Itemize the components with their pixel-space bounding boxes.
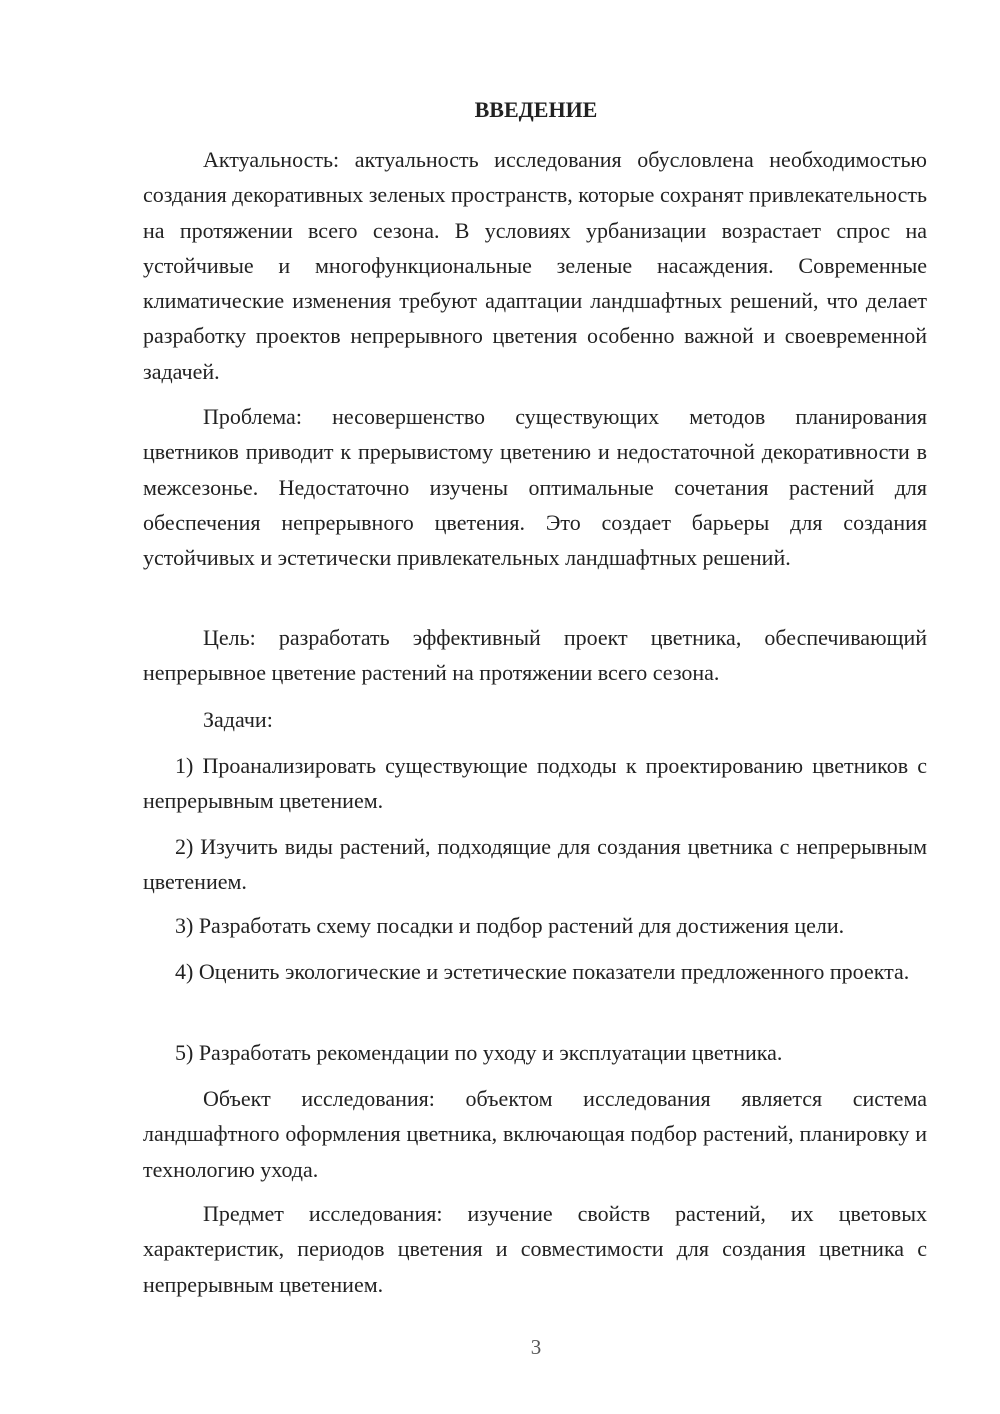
- relevance-paragraph: Актуальность: актуальность исследования обусловлена необходимостью создания декоративных зеленых пространств, которые сохранят привлекательность на протяжении всего сезона. В условиях урбанизации возрастает спрос на устойчивые и многофункциональные зеленые насаждения. Современные климатические изменения требуют адаптации ландшафтных решений, что делает разработку проектов непрерывного цветения особенно важной и своевременной задачей.: [143, 147, 927, 384]
- subject-paragraph: Предмет исследования: изучение свойств растений, их цветовых характеристик, периодов цветения и совместимости для создания цветника с непрерывным цветением.: [143, 1201, 927, 1297]
- page-title: ВВЕДЕНИЕ: [474, 97, 598, 122]
- task-item: 4) Оценить экологические и эстетические показатели предложенного проекта.: [175, 959, 910, 984]
- task-item: 3) Разработать схему посадки и подбор растений для достижения цели.: [175, 913, 845, 938]
- problem-paragraph: Проблема: несовершенство существующих методов планирования цветников приводит к прерывистому цветению и недостаточной декоративности в межсезонье. Недостаточно изучены оптимальные сочетания растений для обеспечения непрерывного цветения. Это создает барьеры для создания устойчивых и эстетически привлекательных ландшафтных решений.: [143, 404, 927, 571]
- object-paragraph: Объект исследования: объектом исследования является система ландшафтного оформления цветника, включающая подбор растений, планировку и технологию ухода.: [143, 1086, 927, 1182]
- task-item: 1) Проанализировать существующие подходы к проектированию цветников с непрерывным цветением.: [143, 753, 927, 814]
- task-item: 5) Разработать рекомендации по уходу и эксплуатации цветника.: [175, 1040, 783, 1065]
- task-item: 2) Изучить виды растений, подходящие для создания цветника с непрерывным цветением.: [143, 834, 927, 895]
- tasks-heading: Задачи:: [203, 707, 273, 732]
- goal-paragraph: Цель: разработать эффективный проект цветника, обеспечивающий непрерывное цветение растений на протяжении всего сезона.: [143, 625, 927, 686]
- page-number: 3: [530, 1335, 542, 1359]
